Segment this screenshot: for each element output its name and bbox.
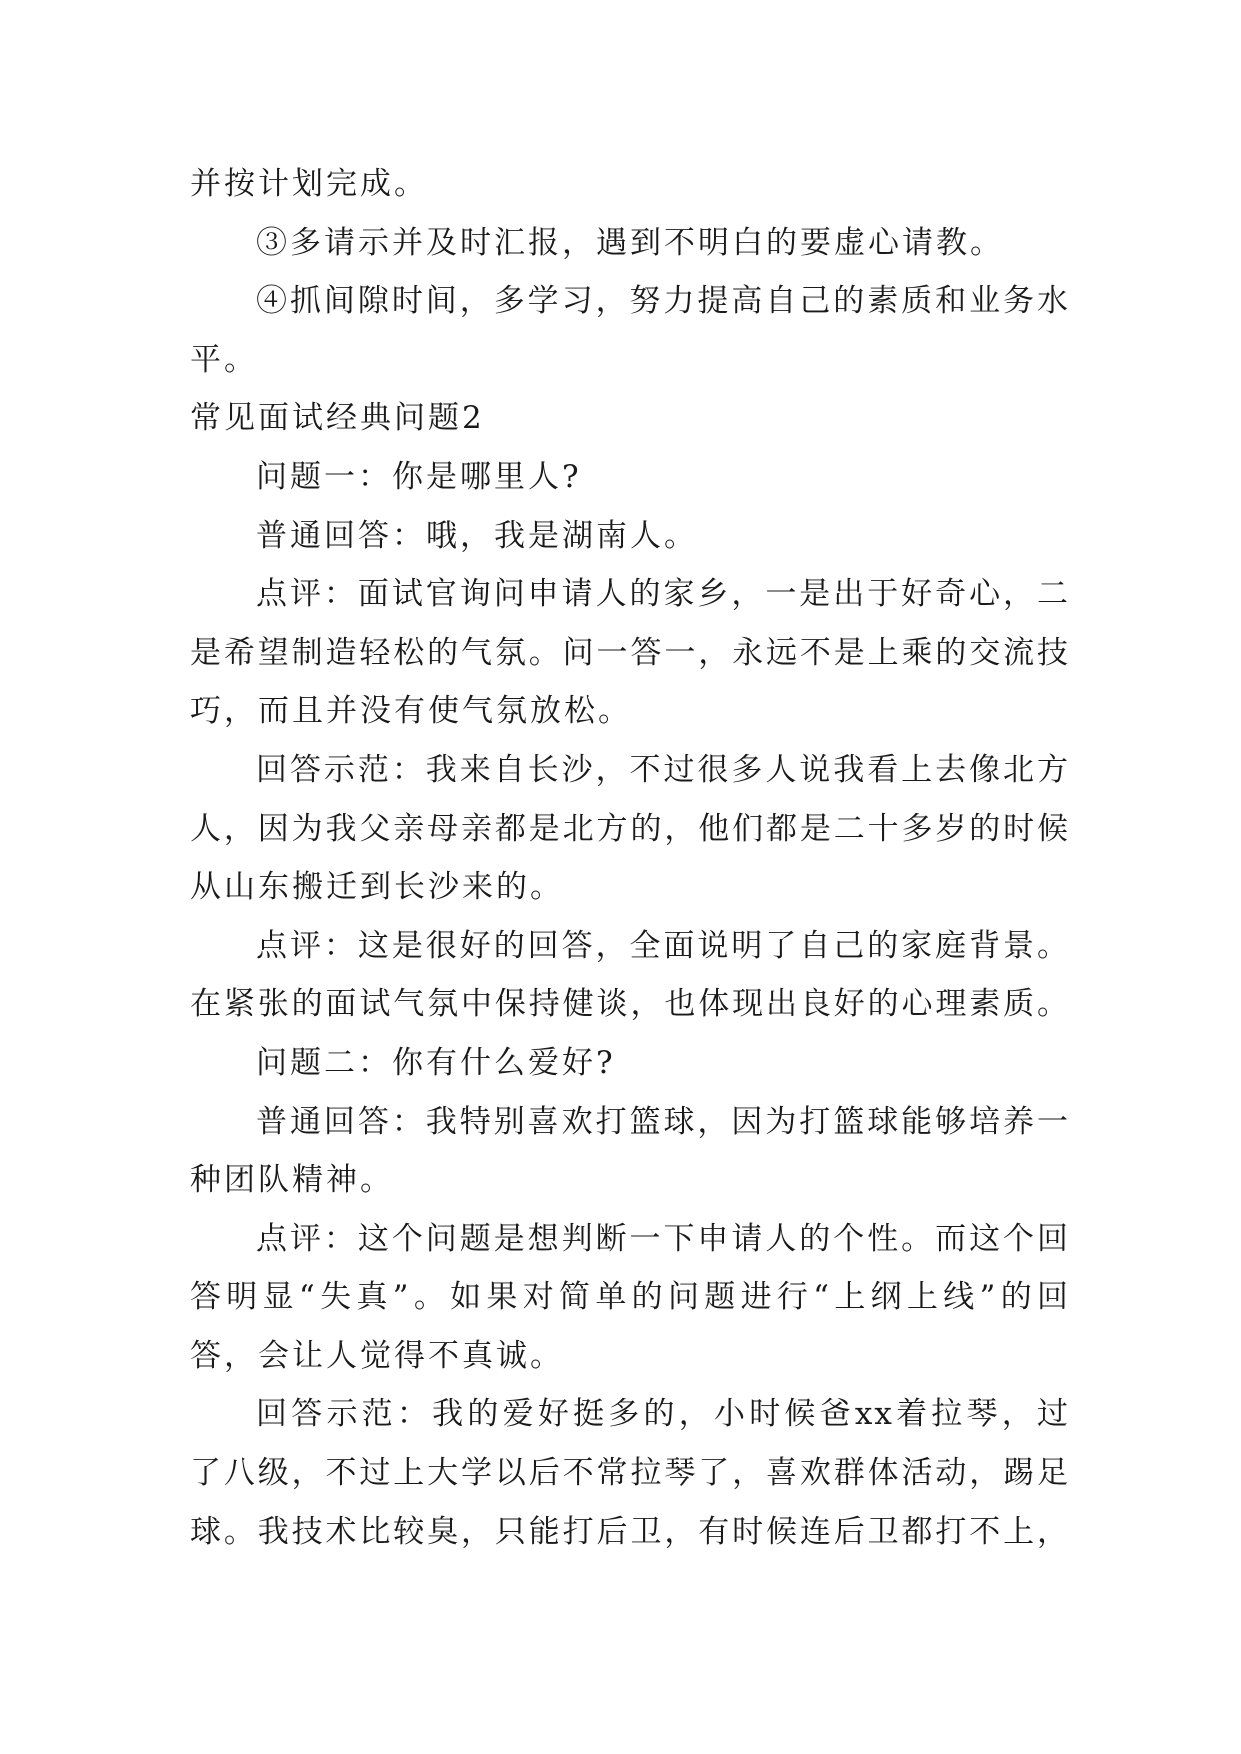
text-line: 人，因为我父亲母亲都是北方的，他们都是二十多岁的时候 xyxy=(190,810,1070,847)
document-body xyxy=(190,155,1070,1561)
text-line: ③多请示并及时汇报，遇到不明白的要虚心请教。 xyxy=(256,224,1004,261)
text-line: 答，会让人觉得不真诚。 xyxy=(190,1337,564,1374)
text-line: 点评：这个问题是想判断一下申请人的个性。而这个回 xyxy=(256,1220,1070,1257)
text-line: 平。 xyxy=(190,341,258,378)
text-line: 种团队精神。 xyxy=(190,1162,394,1199)
text-line: 点评：这是很好的回答，全面说明了自己的家庭背景。 xyxy=(256,927,1070,964)
text-line: 问题二：你有什么爱好? xyxy=(256,1044,616,1081)
text-line: 点评：面试官询问申请人的家乡，一是出于好奇心，二 xyxy=(256,576,1070,613)
text-line: 问题一：你是哪里人? xyxy=(256,458,582,495)
text-line: 常见面试经典问题2 xyxy=(190,400,485,437)
text-line: 球。我技术比较臭，只能打后卫，有时候连后卫都打不上， xyxy=(190,1513,1070,1550)
text-line: 答明显“失真”。如果对简单的问题进行“上纲上线”的回 xyxy=(190,1279,1070,1316)
text-line: 回答示范：我来自长沙，不过很多人说我看上去像北方 xyxy=(256,751,1070,788)
text-line: 是希望制造轻松的气氛。问一答一，永远不是上乘的交流技 xyxy=(190,634,1070,671)
text-line: 普通回答：我特别喜欢打篮球，因为打篮球能够培养一 xyxy=(256,1103,1070,1140)
text-line: ④抓间隙时间，多学习，努力提高自己的素质和业务水 xyxy=(256,283,1070,320)
text-line: 回答示范：我的爱好挺多的，小时候爸xx着拉琴，过 xyxy=(256,1396,1070,1433)
text-line: 在紧张的面试气氛中保持健谈，也体现出良好的心理素质。 xyxy=(190,986,1070,1023)
text-line: 巧，而且并没有使气氛放松。 xyxy=(190,693,632,730)
text-line: 普通回答：哦，我是湖南人。 xyxy=(256,517,698,554)
text-line: 从山东搬迁到长沙来的。 xyxy=(190,869,564,906)
text-line: 了八级，不过上大学以后不常拉琴了，喜欢群体活动，踢足 xyxy=(190,1455,1070,1492)
text-line: 并按计划完成。 xyxy=(190,166,428,202)
